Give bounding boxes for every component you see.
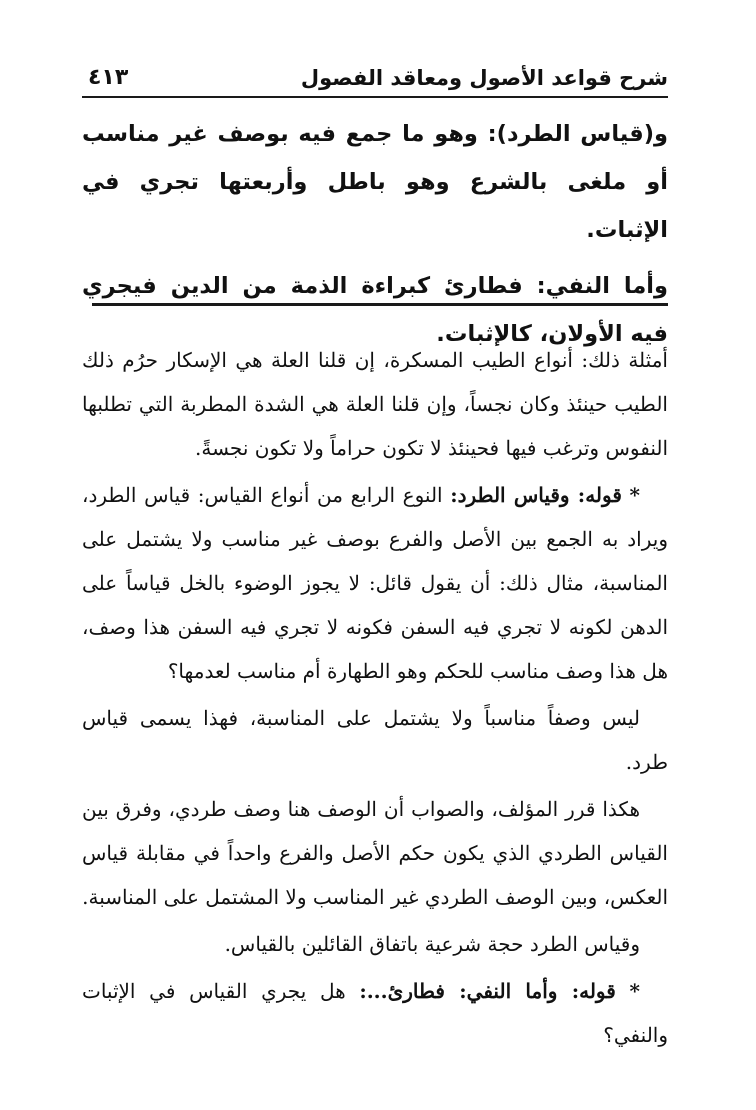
quote-lead: قوله: وأما النفي: فطارئ...: xyxy=(359,979,616,1003)
section-divider xyxy=(92,303,668,306)
commentary-paragraph: هكذا قرر المؤلف، والصواب أن الوصف هنا وصف طردي، وفرق بين القياس الطردي الذي يكون حكم الأصل والفرع واحداً في مقابلة قياس العكس، وبين الوصف الطردي غير المناسب ولا المشتمل على المناسبة. xyxy=(82,797,668,909)
quote-lead: قوله: وقياس الطرد: xyxy=(450,483,622,507)
asterisk-marker: * xyxy=(629,979,640,1003)
commentary-text: هل يجري القياس في الإثبات والنفي؟ xyxy=(82,979,668,1047)
commentary-paragraph: وقياس الطرد حجة شرعية باتفاق القائلين بالقياس. xyxy=(224,932,640,956)
asterisk-marker: * xyxy=(629,483,640,507)
commentary-paragraph xyxy=(82,969,668,1057)
header-title: شرح قواعد الأصول ومعاقد الفصول xyxy=(300,66,668,90)
main-text-block xyxy=(82,110,668,358)
commentary-text: النوع الرابع من أنواع القياس: قياس الطرد، ويراد به الجمع بين الأصل والفرع بوصف غير مناسب ولا يشتمل على المناسبة، مثال ذلك: أن يقول قائل: لا يجوز الوضوء بالخل قياساً على الدهن لكونه لا تجري فيه السفن فكونه لا تجري فيه السفن هذا وصف، هل هذا وصف مناسب للحكم وهو الطهارة أم مناسب لعدمها؟ xyxy=(82,483,668,683)
commentary-paragraph: أمثلة ذلك: أنواع الطيب المسكرة، إن قلنا العلة هي الإسكار حرُم ذلك الطيب حينئذ وكان نجساً، وإن قلنا العلة هي الشدة المطربة التي تطلبها النفوس وترغب فيها فحينئذ لا تكون حراماً ولا تكون نجسةً. xyxy=(82,348,668,460)
header-divider xyxy=(82,96,668,98)
running-header xyxy=(88,58,668,92)
commentary-paragraph: ليس وصفاً مناسباً ولا يشتمل على المناسبة، فهذا يسمى قياس طرد. xyxy=(82,706,668,774)
commentary-block xyxy=(82,338,668,1057)
page-number: ٤١٣ xyxy=(88,65,129,90)
commentary-paragraph xyxy=(82,473,668,693)
main-text-paragraph: و(قياس الطرد): وهو ما جمع فيه بوصف غير مناسب أو ملغى بالشرع وهو باطل وأربعتها تجري في الإثبات. xyxy=(82,121,668,243)
main-text-paragraph: وأما النفي: فطارئ كبراءة الذمة من الدين فيجري فيه الأولان، كالإثبات. xyxy=(82,273,668,347)
